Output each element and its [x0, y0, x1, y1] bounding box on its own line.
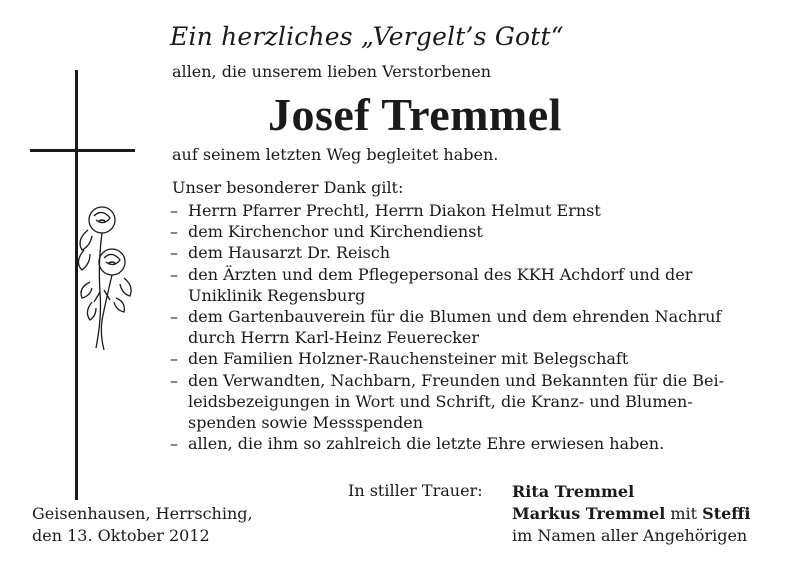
mourner-steffi: Steffi — [702, 504, 751, 523]
thanks-item-line: Herrn Pfarrer Prechtl, Herrn Diakon Helmut Ernst — [188, 201, 601, 220]
thanks-list-item — [170, 221, 770, 242]
thanks-item-line: den Verwandten, Nachbarn, Freunden und Bekannten für die Bei- — [188, 370, 725, 390]
outro-text: auf seinem letzten Weg begleitet haben. — [172, 145, 499, 164]
thanks-item-line: den Familien Holzner-Rauchensteiner mit Belegschaft — [188, 349, 629, 369]
mourner-connector: mit — [665, 504, 703, 523]
thanks-list-item — [170, 348, 770, 369]
thanks-list-item — [170, 264, 770, 306]
thanks-item-line: den Ärzten und dem Pflegepersonal des KKH Achdorf und der — [188, 264, 693, 284]
thanks-item-line: spenden sowie Messspenden — [188, 413, 424, 433]
mourner-relatives: im Namen aller Angehörigen — [512, 526, 748, 545]
list-dash: – — [170, 222, 178, 242]
mourning-label: In stiller Trauer: — [348, 481, 483, 500]
mourners-block — [512, 481, 751, 547]
list-dash: – — [170, 349, 178, 369]
thanks-item-line: dem Gartenbauverein für die Blumen und dem ehrenden Nachruf — [188, 307, 722, 327]
list-dash: – — [170, 307, 178, 327]
thanks-item-line: dem Hausarzt Dr. Reisch — [188, 243, 391, 263]
list-dash: – — [170, 370, 178, 390]
thanks-list-item — [170, 306, 770, 348]
thanks-list-item — [170, 200, 770, 221]
thanks-item-line: Uniklinik Regensburg — [188, 285, 366, 305]
list-dash: – — [170, 201, 178, 220]
mourner-rita: Rita Tremmel — [512, 482, 635, 501]
list-dash: – — [170, 264, 178, 284]
thanks-item-line: allen, die ihm so zahlreich die letzte Ehre erwiesen haben. — [188, 434, 665, 454]
list-dash: – — [170, 434, 178, 454]
date-line: den 13. Oktober 2012 — [32, 526, 210, 545]
thanks-list — [170, 200, 770, 454]
mourner-markus: Markus Tremmel — [512, 504, 666, 523]
thanks-list-item — [170, 433, 770, 454]
thanks-list-item — [170, 242, 770, 263]
list-dash: – — [170, 243, 178, 263]
thanks-item-line: dem Kirchenchor und Kirchendienst — [188, 222, 483, 242]
thanks-list-item — [170, 370, 770, 434]
heading-thanks: Ein herzliches „Vergelt’s Gott“ — [170, 22, 564, 51]
deceased-name: Josef Tremmel — [268, 89, 562, 140]
thanks-item-line: durch Herrn Karl-Heinz Feuerecker — [188, 328, 480, 348]
thanks-title: Unser besonderer Dank gilt: — [172, 178, 404, 197]
intro-text: allen, die unserem lieben Verstorbenen — [172, 62, 492, 81]
thanks-item-line: leidsbezeigungen in Wort und Schrift, die Kranz- und Blumen- — [188, 391, 693, 411]
place-date-block — [32, 503, 253, 547]
place-line: Geisenhausen, Herrsching, — [32, 504, 253, 523]
roses-icon — [72, 202, 142, 352]
